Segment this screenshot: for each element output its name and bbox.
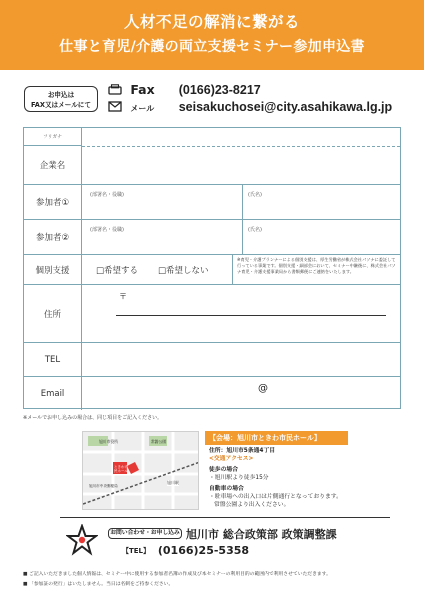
mail-address[interactable]: seisakuchosei@city.asahikawa.lg.jp	[178, 100, 393, 114]
inquiry-tel	[122, 544, 249, 557]
email-row	[24, 376, 400, 410]
participant1-name-hint: (氏名)	[248, 192, 262, 198]
apply-method-box	[24, 86, 98, 112]
map-label-park: 常磐公園	[151, 439, 167, 444]
address-label: 住所	[24, 285, 82, 342]
walk-heading: 徒歩の場合	[209, 467, 238, 473]
car-heading: 自動車の場合	[209, 486, 244, 492]
map-label-post: 旭川市中央郵便局	[89, 484, 118, 488]
furigana-label: フリガナ	[43, 135, 62, 140]
access-heading: <交通アクセス>	[209, 456, 254, 462]
tel-input-area[interactable]	[82, 343, 400, 376]
address-input-area[interactable]	[82, 285, 400, 342]
consult-row	[24, 254, 400, 284]
walk-detail: ・旭川駅より徒歩15分	[209, 475, 269, 481]
venue-map	[82, 431, 199, 510]
apply-method-line-1: お申込は	[47, 91, 75, 99]
title-line-2: 仕事と育児/介護の両立支援セミナー参加申込書	[59, 39, 365, 55]
car-detail-1: ・駐車場への出入口は片側通行となっております。	[209, 494, 342, 500]
city-logo-icon	[66, 524, 98, 556]
at-mark: @	[258, 383, 268, 394]
email-input-area[interactable]	[82, 377, 400, 410]
apply-method-line-2: FAX又はメールにて	[31, 101, 91, 109]
company-input-area[interactable]	[82, 128, 400, 184]
participant2-name-hint: (氏名)	[248, 227, 262, 233]
mail-row	[108, 99, 392, 114]
company-label-cell	[24, 128, 82, 184]
venue-title: 【会場：旭川市ときわ市民ホール】	[205, 431, 348, 445]
consult-option-no[interactable]: □希望しない	[158, 266, 209, 276]
tel-label: TEL	[24, 343, 82, 376]
envelope-icon	[108, 101, 122, 112]
inquiry-tel-number[interactable]: (0166)25-5358	[157, 544, 250, 557]
header-banner	[0, 0, 424, 70]
participant2-dept-hint: (部署名・役職)	[90, 227, 124, 233]
venue-info	[205, 431, 348, 509]
tel-row	[24, 342, 400, 376]
map-label-station: 旭川駅	[167, 480, 179, 485]
address-row	[24, 284, 400, 342]
participant1-row	[24, 184, 400, 219]
application-form	[23, 127, 401, 409]
fax-row	[108, 82, 261, 97]
bottom-divider	[60, 517, 390, 518]
fax-number[interactable]: (0166)23-8217	[178, 83, 261, 97]
phone-icon	[108, 84, 122, 95]
footnote-1: ■ ご記入いただきました個人情報は、セミナー中に使用する参加者名簿の作成及び本セミナーの利用目的の範囲内で利用させていただきます。	[23, 572, 331, 577]
inquiry-department: 旭川市 総合政策部 政策調整課	[186, 528, 337, 541]
car-detail-2: 常盤公園より出入ください。	[214, 502, 290, 508]
inquiry-tel-tag: 【TEL】	[122, 547, 151, 555]
map-label-city-hall: 旭川市役所	[99, 439, 118, 444]
email-note: ※メールでお申し込みの場合は、同じ項目をご記入ください。	[23, 415, 163, 421]
zip-mark: 〒	[119, 292, 127, 301]
mail-label: メール	[130, 104, 155, 113]
participant2-label: 参加者②	[24, 220, 82, 254]
title-line-1: 人材不足の解消に繋がる	[123, 13, 300, 31]
company-row	[24, 128, 400, 184]
participant1-dept-hint: (部署名・役職)	[90, 192, 124, 198]
consult-note: ※育児・介護プランナーによる個別支援は、厚生労働省が株式会社パソナに委託して行っている事業です。個別支援・細部会において、セミナー中継後に、株式会社パソナ育児・介護支援事業局から書類郵便にご連絡をいたします。	[237, 257, 396, 274]
venue-address: 住所：旭川市5条通4丁目	[209, 448, 276, 454]
company-label: 企業名	[39, 161, 66, 171]
participant1-label: 参加者①	[24, 185, 82, 219]
fax-label: Fax	[130, 82, 155, 97]
consult-option-yes[interactable]: □希望する	[96, 266, 139, 276]
participant2-row	[24, 219, 400, 254]
map-label-venue: ときわ市民ホール	[114, 465, 128, 473]
email-label: Email	[24, 377, 82, 410]
consult-label: 個別支援	[24, 255, 82, 284]
inquiry-box: お問い合わせ・お申し込み	[108, 528, 182, 539]
footnote-2: ■ 「参加証の発行」はいたしません。当日は名刺をご持参ください。	[23, 582, 174, 587]
